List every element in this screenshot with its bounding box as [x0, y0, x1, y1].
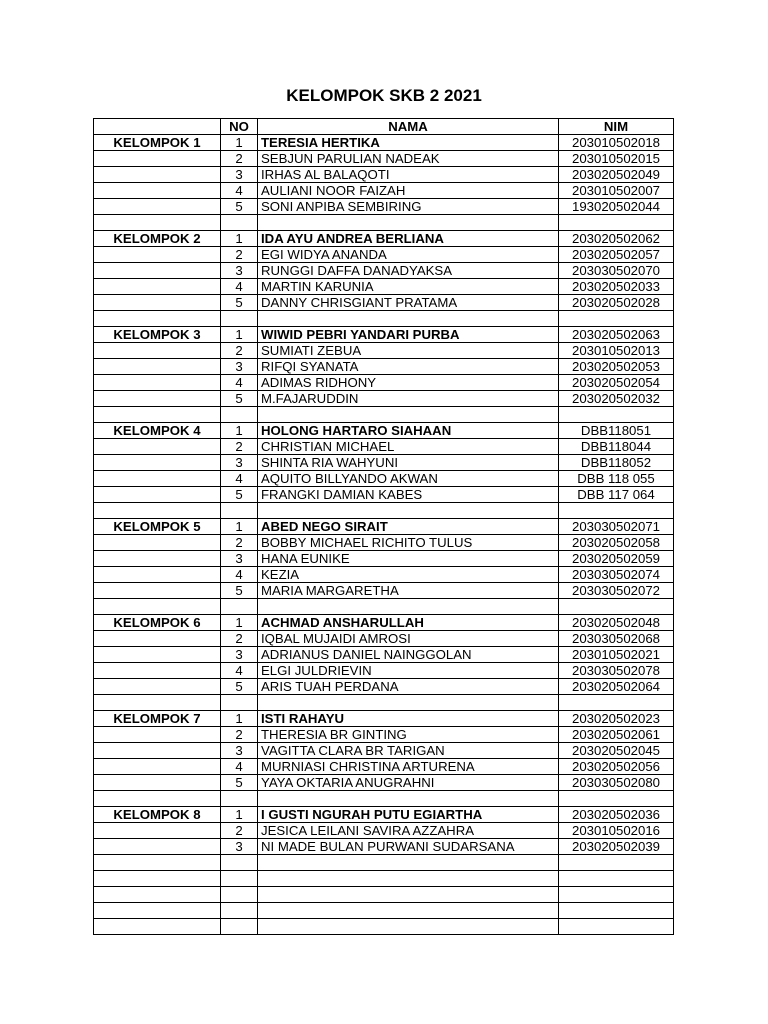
group-cell [94, 759, 221, 775]
empty-row [94, 919, 674, 935]
group-cell [94, 247, 221, 263]
empty-cell [258, 407, 559, 423]
table-row [94, 567, 674, 583]
member-no: 1 [221, 423, 258, 439]
member-nim: 203010502015 [559, 151, 674, 167]
member-name: ACHMAD ANSHARULLAH [258, 615, 559, 631]
member-nim: 203020502059 [559, 551, 674, 567]
member-name: BOBBY MICHAEL RICHITO TULUS [258, 535, 559, 551]
member-name: ABED NEGO SIRAIT [258, 519, 559, 535]
empty-cell [221, 503, 258, 519]
empty-cell [221, 695, 258, 711]
empty-cell [258, 311, 559, 327]
empty-cell [221, 215, 258, 231]
member-nim: 203010502013 [559, 343, 674, 359]
spacer-row [94, 599, 674, 615]
member-no: 5 [221, 487, 258, 503]
empty-cell [258, 919, 559, 935]
table-row [94, 775, 674, 791]
table-row [94, 439, 674, 455]
spacer-row [94, 503, 674, 519]
member-nim: 203030502068 [559, 631, 674, 647]
member-no: 1 [221, 519, 258, 535]
table-row [94, 279, 674, 295]
empty-cell [94, 903, 221, 919]
table-row [94, 391, 674, 407]
empty-cell [258, 215, 559, 231]
header-nim: NIM [559, 119, 674, 135]
group-cell [94, 295, 221, 311]
member-nim: 203020502064 [559, 679, 674, 695]
member-no: 2 [221, 727, 258, 743]
member-nim: 203030502072 [559, 583, 674, 599]
group-cell [94, 647, 221, 663]
table-row [94, 519, 674, 535]
group-label: KELOMPOK 7 [94, 711, 221, 727]
empty-row [94, 871, 674, 887]
table-row [94, 535, 674, 551]
member-no: 3 [221, 167, 258, 183]
empty-cell [258, 855, 559, 871]
member-name: AQUITO BILLYANDO AKWAN [258, 471, 559, 487]
member-no: 5 [221, 679, 258, 695]
member-nim: DBB 118 055 [559, 471, 674, 487]
group-cell [94, 439, 221, 455]
member-nim: 203020502054 [559, 375, 674, 391]
group-cell [94, 567, 221, 583]
member-name: NI MADE BULAN PURWANI SUDARSANA [258, 839, 559, 855]
header-name: NAMA [258, 119, 559, 135]
group-cell [94, 471, 221, 487]
empty-cell [94, 599, 221, 615]
empty-cell [94, 215, 221, 231]
member-name: IDA AYU ANDREA BERLIANA [258, 231, 559, 247]
spacer-row [94, 695, 674, 711]
member-no: 1 [221, 711, 258, 727]
empty-cell [94, 887, 221, 903]
table-row [94, 199, 674, 215]
table-row [94, 263, 674, 279]
empty-cell [221, 407, 258, 423]
member-no: 4 [221, 183, 258, 199]
member-nim: 203020502056 [559, 759, 674, 775]
empty-cell [221, 855, 258, 871]
member-name: ISTI RAHAYU [258, 711, 559, 727]
member-nim: 203010502016 [559, 823, 674, 839]
member-no: 3 [221, 263, 258, 279]
member-no: 2 [221, 823, 258, 839]
spacer-row [94, 311, 674, 327]
table-row [94, 231, 674, 247]
table-row [94, 295, 674, 311]
empty-cell [221, 903, 258, 919]
member-nim: 203020502058 [559, 535, 674, 551]
group-cell [94, 727, 221, 743]
member-nim: 203020502057 [559, 247, 674, 263]
member-name: ADRIANUS DANIEL NAINGGOLAN [258, 647, 559, 663]
member-nim: DBB118051 [559, 423, 674, 439]
group-cell [94, 151, 221, 167]
member-nim: 203020502036 [559, 807, 674, 823]
member-no: 4 [221, 471, 258, 487]
member-name: WIWID PEBRI YANDARI PURBA [258, 327, 559, 343]
member-no: 2 [221, 343, 258, 359]
table-row [94, 711, 674, 727]
member-nim: 203030502070 [559, 263, 674, 279]
empty-cell [559, 855, 674, 871]
member-no: 3 [221, 743, 258, 759]
group-cell [94, 343, 221, 359]
group-cell [94, 455, 221, 471]
group-label: KELOMPOK 1 [94, 135, 221, 151]
member-no: 2 [221, 631, 258, 647]
member-name: ARIS TUAH PERDANA [258, 679, 559, 695]
group-cell [94, 823, 221, 839]
table-row [94, 647, 674, 663]
member-nim: DBB118044 [559, 439, 674, 455]
member-name: SEBJUN PARULIAN NADEAK [258, 151, 559, 167]
group-cell [94, 375, 221, 391]
group-cell [94, 839, 221, 855]
member-nim: 203020502049 [559, 167, 674, 183]
empty-cell [94, 695, 221, 711]
member-name: SONI ANPIBA SEMBIRING [258, 199, 559, 215]
table-row [94, 759, 674, 775]
empty-cell [559, 919, 674, 935]
member-name: SHINTA RIA WAHYUNI [258, 455, 559, 471]
member-nim: DBB118052 [559, 455, 674, 471]
table-row [94, 583, 674, 599]
member-no: 3 [221, 359, 258, 375]
group-label: KELOMPOK 6 [94, 615, 221, 631]
table-row [94, 551, 674, 567]
group-cell [94, 263, 221, 279]
member-no: 1 [221, 615, 258, 631]
group-label: KELOMPOK 3 [94, 327, 221, 343]
member-no: 5 [221, 391, 258, 407]
group-cell [94, 167, 221, 183]
member-no: 5 [221, 199, 258, 215]
member-no: 2 [221, 535, 258, 551]
member-no: 4 [221, 375, 258, 391]
member-no: 4 [221, 279, 258, 295]
member-name: EGI WIDYA ANANDA [258, 247, 559, 263]
member-name: YAYA OKTARIA ANUGRAHNI [258, 775, 559, 791]
member-no: 5 [221, 775, 258, 791]
table-row [94, 455, 674, 471]
member-no: 5 [221, 295, 258, 311]
member-nim: 203020502045 [559, 743, 674, 759]
table-row [94, 487, 674, 503]
member-nim: 203010502021 [559, 647, 674, 663]
member-name: KEZIA [258, 567, 559, 583]
table-row [94, 679, 674, 695]
empty-cell [221, 311, 258, 327]
table-row [94, 743, 674, 759]
member-name: SUMIATI ZEBUA [258, 343, 559, 359]
table-row [94, 343, 674, 359]
empty-cell [559, 695, 674, 711]
group-cell [94, 279, 221, 295]
member-nim: 203020502048 [559, 615, 674, 631]
member-name: FRANGKI DAMIAN KABES [258, 487, 559, 503]
group-label: KELOMPOK 8 [94, 807, 221, 823]
empty-row [94, 855, 674, 871]
table-row [94, 247, 674, 263]
empty-cell [559, 599, 674, 615]
member-nim: 203020502061 [559, 727, 674, 743]
group-cell [94, 487, 221, 503]
table-row [94, 663, 674, 679]
group-cell [94, 535, 221, 551]
member-nim: 193020502044 [559, 199, 674, 215]
member-no: 4 [221, 663, 258, 679]
member-nim: 203020502023 [559, 711, 674, 727]
table-row [94, 167, 674, 183]
member-no: 4 [221, 759, 258, 775]
member-name: CHRISTIAN MICHAEL [258, 439, 559, 455]
member-nim: 203030502078 [559, 663, 674, 679]
member-nim: 203020502062 [559, 231, 674, 247]
empty-cell [559, 215, 674, 231]
member-name: RIFQI SYANATA [258, 359, 559, 375]
table-row [94, 471, 674, 487]
empty-row [94, 887, 674, 903]
table-row [94, 631, 674, 647]
spacer-row [94, 215, 674, 231]
member-name: ADIMAS RIDHONY [258, 375, 559, 391]
header-no: NO [221, 119, 258, 135]
table-row [94, 807, 674, 823]
empty-cell [94, 407, 221, 423]
group-cell [94, 583, 221, 599]
group-cell [94, 183, 221, 199]
page-title: KELOMPOK SKB 2 2021 [286, 86, 482, 105]
empty-cell [559, 903, 674, 919]
table-row [94, 151, 674, 167]
member-name: HOLONG HARTARO SIAHAAN [258, 423, 559, 439]
member-no: 2 [221, 247, 258, 263]
empty-cell [559, 311, 674, 327]
member-no: 2 [221, 439, 258, 455]
group-label: KELOMPOK 4 [94, 423, 221, 439]
table-row [94, 839, 674, 855]
member-no: 3 [221, 551, 258, 567]
group-cell [94, 199, 221, 215]
member-no: 3 [221, 839, 258, 855]
member-no: 3 [221, 647, 258, 663]
member-no: 1 [221, 807, 258, 823]
member-no: 5 [221, 583, 258, 599]
member-nim: 203020502032 [559, 391, 674, 407]
empty-cell [94, 871, 221, 887]
table-row [94, 615, 674, 631]
member-no: 1 [221, 135, 258, 151]
table-row [94, 327, 674, 343]
group-roster-table [93, 118, 674, 935]
member-name: M.FAJARUDDIN [258, 391, 559, 407]
member-nim: 203020502033 [559, 279, 674, 295]
empty-cell [258, 695, 559, 711]
group-cell [94, 775, 221, 791]
table-row [94, 135, 674, 151]
member-nim: 203030502074 [559, 567, 674, 583]
empty-cell [221, 919, 258, 935]
empty-cell [559, 791, 674, 807]
member-nim: 203010502007 [559, 183, 674, 199]
spacer-row [94, 407, 674, 423]
empty-cell [221, 887, 258, 903]
empty-cell [258, 887, 559, 903]
empty-cell [221, 599, 258, 615]
table-header-row [94, 119, 674, 135]
empty-cell [559, 407, 674, 423]
empty-cell [94, 919, 221, 935]
table-row [94, 823, 674, 839]
table-row [94, 183, 674, 199]
member-no: 2 [221, 151, 258, 167]
member-name: TERESIA HERTIKA [258, 135, 559, 151]
group-cell [94, 551, 221, 567]
empty-cell [94, 503, 221, 519]
group-cell [94, 679, 221, 695]
empty-cell [258, 503, 559, 519]
empty-cell [221, 871, 258, 887]
member-no: 1 [221, 327, 258, 343]
member-name: IRHAS AL BALAQOTI [258, 167, 559, 183]
member-name: MARIA MARGARETHA [258, 583, 559, 599]
member-name: HANA EUNIKE [258, 551, 559, 567]
empty-cell [559, 503, 674, 519]
member-nim: 203010502018 [559, 135, 674, 151]
member-nim: 203020502053 [559, 359, 674, 375]
member-name: RUNGGI DAFFA DANADYAKSA [258, 263, 559, 279]
empty-cell [221, 791, 258, 807]
empty-cell [559, 887, 674, 903]
member-name: THERESIA BR GINTING [258, 727, 559, 743]
table-row [94, 375, 674, 391]
member-name: MURNIASI CHRISTINA ARTURENA [258, 759, 559, 775]
empty-cell [258, 903, 559, 919]
group-label: KELOMPOK 2 [94, 231, 221, 247]
member-name: AULIANI NOOR FAIZAH [258, 183, 559, 199]
table-row [94, 359, 674, 375]
member-name: I GUSTI NGURAH PUTU EGIARTHA [258, 807, 559, 823]
empty-cell [258, 791, 559, 807]
member-name: ELGI JULDRIEVIN [258, 663, 559, 679]
empty-cell [94, 791, 221, 807]
member-name: JESICA LEILANI SAVIRA AZZAHRA [258, 823, 559, 839]
member-nim: 203030502080 [559, 775, 674, 791]
table-row [94, 727, 674, 743]
member-no: 4 [221, 567, 258, 583]
group-label: KELOMPOK 5 [94, 519, 221, 535]
group-cell [94, 391, 221, 407]
table-row [94, 423, 674, 439]
header-group [94, 119, 221, 135]
member-no: 1 [221, 231, 258, 247]
member-nim: 203020502028 [559, 295, 674, 311]
member-nim: DBB 117 064 [559, 487, 674, 503]
group-cell [94, 743, 221, 759]
member-nim: 203030502071 [559, 519, 674, 535]
empty-cell [258, 599, 559, 615]
empty-row [94, 903, 674, 919]
empty-cell [94, 311, 221, 327]
empty-cell [559, 871, 674, 887]
group-cell [94, 631, 221, 647]
empty-cell [94, 855, 221, 871]
group-cell [94, 663, 221, 679]
member-name: MARTIN KARUNIA [258, 279, 559, 295]
spacer-row [94, 791, 674, 807]
member-nim: 203020502063 [559, 327, 674, 343]
member-name: IQBAL MUJAIDI AMROSI [258, 631, 559, 647]
member-name: DANNY CHRISGIANT PRATAMA [258, 295, 559, 311]
empty-cell [258, 871, 559, 887]
member-no: 3 [221, 455, 258, 471]
member-nim: 203020502039 [559, 839, 674, 855]
group-cell [94, 359, 221, 375]
member-name: VAGITTA CLARA BR TARIGAN [258, 743, 559, 759]
